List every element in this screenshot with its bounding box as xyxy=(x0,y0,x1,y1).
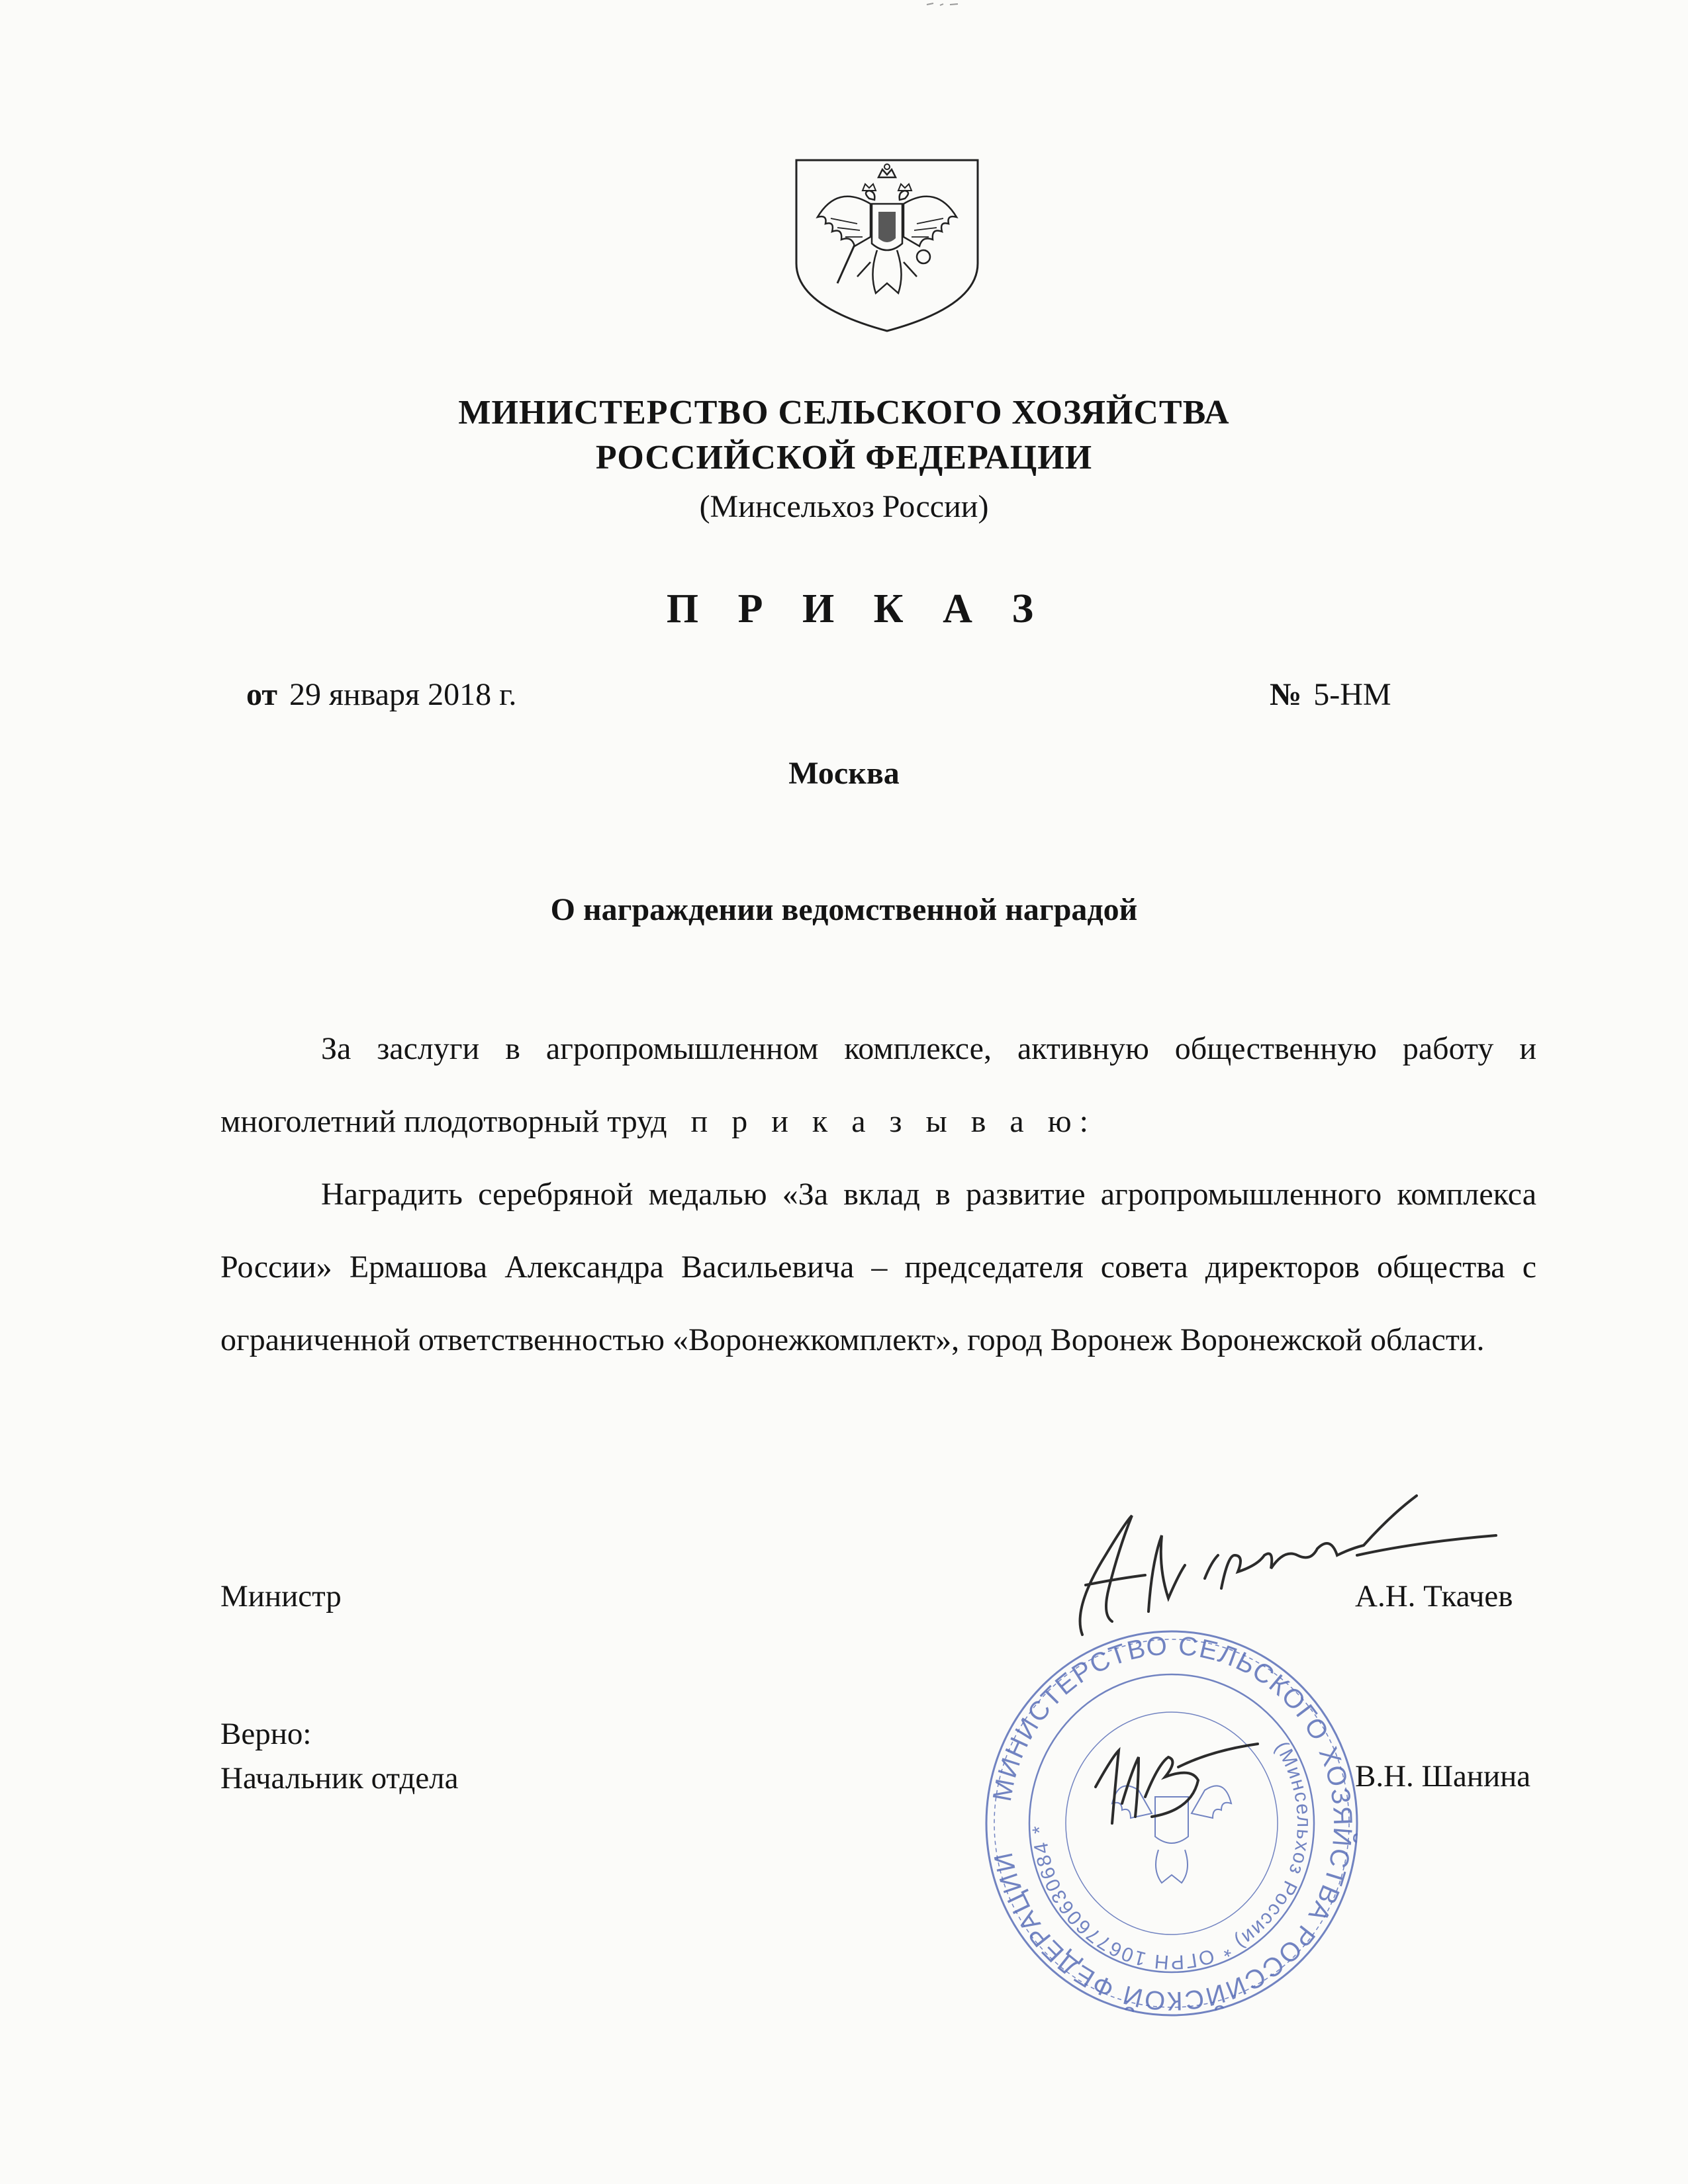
verifier-title: Начальник отдела xyxy=(220,1761,459,1796)
ministry-name-line-1: МИНИСТЕРСТВО СЕЛЬСКОГО ХОЗЯЙСТВА xyxy=(458,394,1230,432)
coat-of-arms-emblem xyxy=(791,158,983,333)
ministry-short-name: (Минсельхоз России) xyxy=(699,489,989,524)
city: Москва xyxy=(788,756,900,791)
minister-name: А.Н. Ткачев xyxy=(1355,1579,1513,1614)
stamp-outer-text: МИНИСТЕРСТВО СЕЛЬСКОГО ХОЗЯЙСТВА РОССИЙСКОЙ ФЕДЕРАЦИИ xyxy=(987,1631,1358,2016)
number-prefix: № xyxy=(1270,677,1302,712)
ministry-name-line-2: РОССИЙСКОЙ ФЕДЕРАЦИИ xyxy=(595,439,1093,477)
date-value: 29 января 2018 г. xyxy=(289,677,517,712)
scan-mark xyxy=(923,0,963,9)
number-value: 5-НМ xyxy=(1313,677,1391,712)
minister-title: Министр xyxy=(220,1579,342,1614)
document-type-title: П Р И К А З xyxy=(666,586,1049,631)
body-paragraph-1 xyxy=(220,1013,1536,1158)
date-prefix: от xyxy=(246,677,277,712)
verified-label: Верно: xyxy=(220,1717,312,1751)
order-subject-title: О награждении ведомственной наградой xyxy=(550,892,1138,927)
order-number xyxy=(1270,676,1391,713)
order-date xyxy=(246,676,516,713)
minister-signature xyxy=(1046,1456,1509,1648)
body-paragraph-1-text: За заслуги в агропромышленном комплексе, активную общественную работу и многолетний плодотворный труд xyxy=(220,1031,1536,1139)
order-verb: п р и к а з ы в а ю: xyxy=(690,1104,1096,1139)
body-paragraph-2: Наградить серебряной медалью «За вклад в развитие агропромышленного комплекса России» Ермашова Александра Васильевича – председателя совета директоров общества с ограниченной ответственностью «Воронежкомплект», город Воронеж Воронежской области. xyxy=(220,1177,1536,1357)
svg-text:(Минсельхоз России) * ОГРН 106 xyxy=(1029,1738,1315,1974)
stamp-inner-text: (Минсельхоз России) * ОГРН 1067760630684 * xyxy=(1028,1737,1315,1974)
official-stamp xyxy=(980,1625,1364,2022)
verifier-name: В.Н. Шанина xyxy=(1355,1759,1531,1794)
